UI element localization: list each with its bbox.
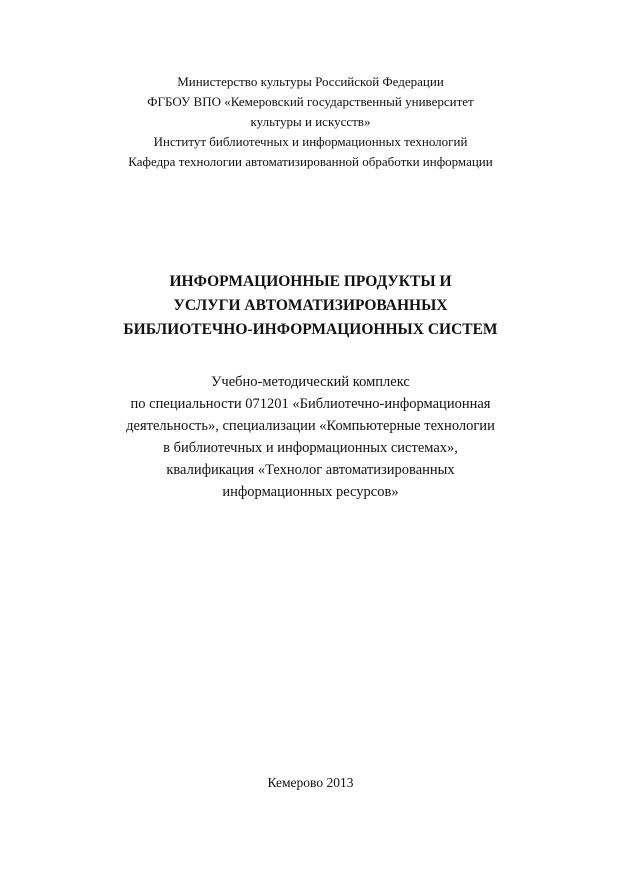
- subtitle-line-2: по специальности 071201 «Библиотечно-информационная: [130, 396, 491, 412]
- place-and-year: Кемерово 2013: [267, 775, 354, 790]
- document-subtitle: [0, 371, 621, 503]
- department-line: Кафедра технологии автоматизированной обработки информации: [128, 154, 493, 169]
- subtitle-line-6: информационных ресурсов»: [222, 484, 399, 500]
- subtitle-line-4: в библиотечных и информационных системах»,: [163, 440, 458, 456]
- subtitle-line-3: деятельность», специализации «Компьютерные технологии: [126, 418, 495, 434]
- title-line-2: УСЛУГИ АВТОМАТИЗИРОВАННЫХ: [173, 297, 448, 314]
- ministry-line: Министерство культуры Российской Федерации: [177, 74, 444, 89]
- subtitle-line-5: квалификация «Технолог автоматизированных: [166, 462, 455, 478]
- title-line-1: ИНФОРМАЦИОННЫЕ ПРОДУКТЫ И: [169, 273, 452, 290]
- university-line-2: культуры и искусств»: [250, 114, 371, 129]
- institution-header: [0, 72, 621, 172]
- document-title: [0, 270, 621, 342]
- subtitle-line-1: Учебно-методический комплекс: [211, 374, 410, 390]
- title-line-3: БИБЛИОТЕЧНО-ИНФОРМАЦИОННЫХ СИСТЕМ: [123, 321, 498, 338]
- university-line-1: ФГБОУ ВПО «Кемеровский государственный университет: [147, 94, 474, 109]
- institute-line: Институт библиотечных и информационных технологий: [153, 134, 468, 149]
